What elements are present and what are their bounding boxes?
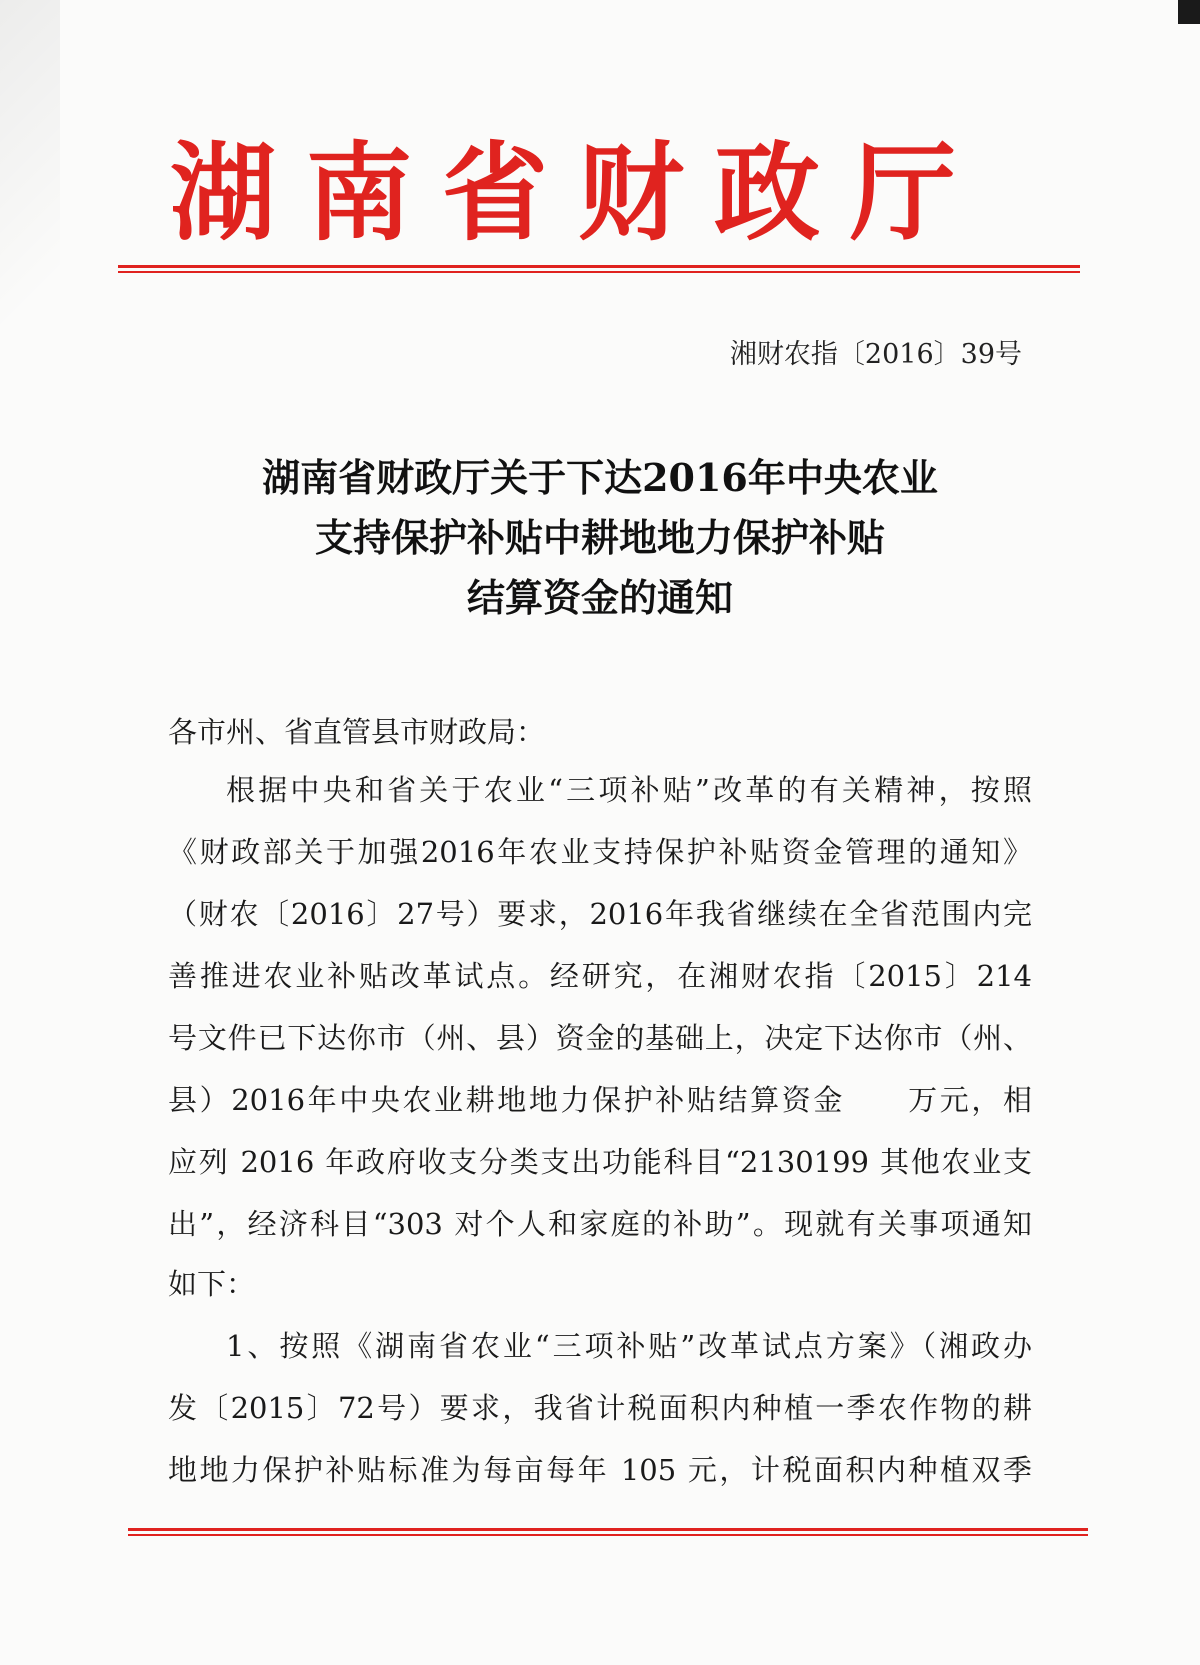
scan-shadow	[0, 0, 60, 500]
body-line: 出”，经济科目“303 对个人和家庭的补助”。现就有关事项通知	[168, 1207, 1032, 1241]
letterhead-title: 湖南省财政厅	[170, 130, 986, 255]
body-line: 善推进农业补贴改革试点。经研究，在湘财农指〔2015〕214	[168, 959, 1032, 993]
title-line: 湖南省财政厅关于下达2016年中央农业	[262, 455, 938, 500]
body-line: 地地力保护补贴标准为每亩每年 105 元，计税面积内种植双季	[168, 1453, 1032, 1487]
body-line: 应列 2016 年政府收支分类支出功能科目“2130199 其他农业支	[168, 1145, 1032, 1179]
footer-red-rule-thin	[128, 1534, 1088, 1536]
document-number: 湘财农指〔2016〕39号	[729, 339, 1022, 370]
salutation: 各市州、省直管县市财政局：	[168, 715, 546, 749]
title-line: 支持保护补贴中耕地地力保护补贴	[314, 515, 885, 560]
body-line: 县）2016年中央农业耕地地力保护补贴结算资金 万元，相	[168, 1083, 1032, 1117]
scan-corner	[1178, 0, 1200, 24]
body-line: 如下：	[168, 1267, 256, 1301]
document-title	[150, 448, 1050, 628]
body-line: （财农〔2016〕27号）要求，2016年我省继续在全省范围内完	[168, 897, 1032, 931]
body-line: 发〔2015〕72号）要求，我省计税面积内种植一季农作物的耕	[168, 1391, 1032, 1425]
title-line: 结算资金的通知	[466, 575, 733, 620]
body-line: 1、按照《湖南省农业“三项补贴”改革试点方案》（湘政办	[226, 1329, 1032, 1363]
letterhead-red-rule	[118, 265, 1080, 268]
body-line: 根据中央和省关于农业“三项补贴”改革的有关精神，按照	[226, 773, 1032, 807]
letterhead-red-rule-thin	[118, 271, 1080, 273]
footer-red-rule	[128, 1528, 1088, 1531]
body-line: 号文件已下达你市（州、县）资金的基础上，决定下达你市（州、	[168, 1021, 1032, 1055]
body-line: 《财政部关于加强2016年农业支持保护补贴资金管理的通知》	[168, 835, 1032, 869]
